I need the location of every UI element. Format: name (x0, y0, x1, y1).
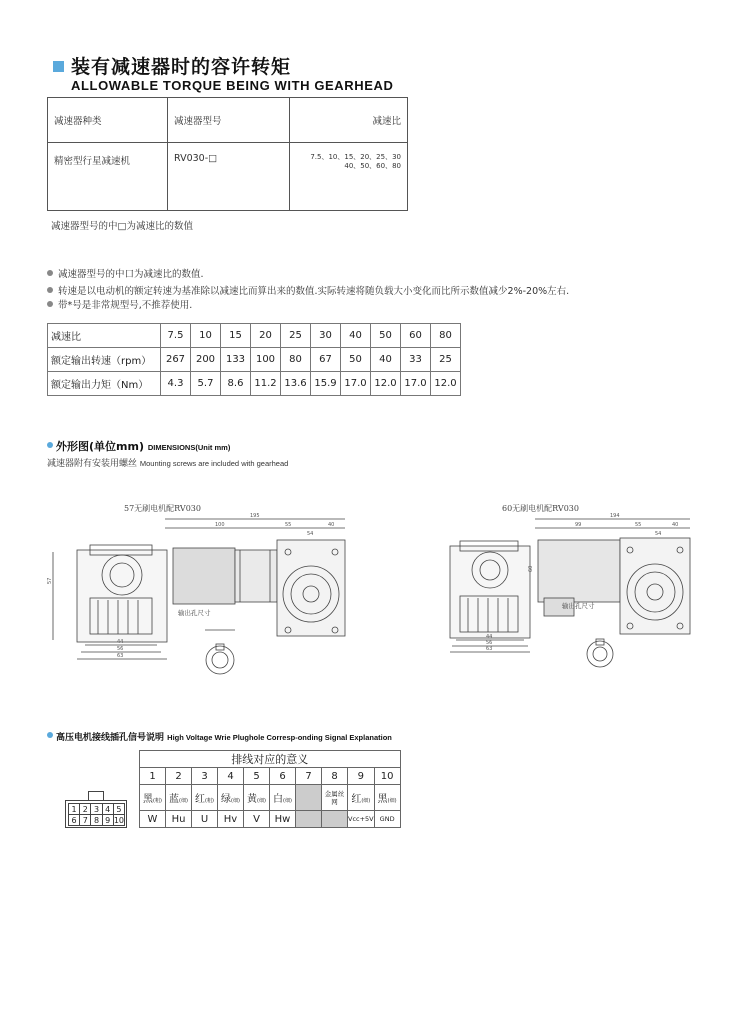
reducer-note: 减速器型号的中□为减速比的数值 (51, 221, 193, 232)
dim-total: 195 (250, 513, 260, 519)
page-title: 装有减速器时的容许转矩 (71, 56, 292, 78)
dim-55: 55 (635, 522, 642, 528)
dim-54: 54 (655, 531, 662, 537)
dimensions-heading: 外形图(单位mm) DIMENSIONS(Unit mm) (47, 438, 230, 454)
table-row: W Hu U Hv V Hw Vcc+5V GND (140, 811, 401, 828)
dim-55: 55 (285, 522, 292, 528)
bullet-item: 带*号是非常规型号,不推荐使用. (47, 297, 192, 311)
connector-row-bottom: 6 7 8 9 10 (68, 814, 124, 825)
section-dot-icon (47, 732, 53, 738)
dim-56: 56 (486, 640, 493, 646)
reducer-type-header: 减速器种类 (48, 98, 168, 143)
drawing1-hole-label: 输出孔尺寸 (178, 609, 211, 617)
torque-table (47, 323, 461, 396)
connector-diagram (65, 800, 127, 828)
table-row: 1 2 3 4 5 6 7 8 9 10 (140, 768, 401, 785)
ratio-line-1: 7.5、10、15、20、25、30 (310, 153, 401, 161)
dim-40: 40 (328, 522, 335, 528)
wiring-heading: 高压电机接线插孔信号说明 High Voltage Wrie Plughole Corresp-onding Signal Explanation (47, 730, 392, 743)
dim-44: 44 (486, 634, 493, 640)
dim-motor: 99 (575, 522, 582, 528)
dim-40: 40 (672, 522, 679, 528)
ratio-cell (290, 143, 408, 211)
dim-motor: 100 (215, 522, 225, 528)
drawing1-svg (45, 510, 365, 690)
bullet-dot-icon (47, 287, 53, 293)
bullet-item: 减速器型号的中口为减速比的数值. (47, 266, 204, 280)
reducer-type-cell: 精密型行星减速机 (48, 143, 168, 211)
title-square-icon (53, 61, 64, 72)
table-row: 黑(粗) 蓝(细) 红(粗) 绿(细) 黄(细) 白(细) 金属丝网 红(细) 黑(细) (140, 785, 401, 811)
dim-60: 60 (528, 565, 534, 572)
drawing2-hole-label: 输出孔尺寸 (562, 602, 595, 610)
dim-63: 63 (117, 653, 124, 659)
table-row: 减速比 7.5 10 15 20 25 30 40 50 60 80 (48, 324, 461, 348)
dimensions-subtitle: 减速器附有安装用螺丝 Mounting screws are included with gearhead (47, 459, 289, 469)
connector-row-top: 1 2 3 4 5 (68, 803, 124, 814)
drawing1-caption: 57无刷电机配RV030 (124, 504, 201, 513)
bullet-dot-icon (47, 301, 53, 307)
bullet-item: 转速是以电动机的额定转速为基准除以减速比而算出来的数值.实际转速将随负载大小变化而比所示数值减少2%-20%左右. (47, 283, 569, 297)
bullet-dot-icon (47, 270, 53, 276)
wiring-table-header: 排线对应的意义 (140, 751, 401, 768)
reducer-model-header: 减速器型号 (168, 98, 290, 143)
dim-63: 63 (486, 646, 493, 652)
table-row: 额定输出转速（rpm） 267 200 133 100 80 67 50 40 33 25 (48, 348, 461, 372)
dim-total: 194 (610, 513, 620, 519)
dim-56: 56 (117, 646, 124, 652)
drawing2-svg (420, 510, 710, 670)
dim-44: 44 (117, 639, 124, 645)
ratio-header: 减速比 (290, 98, 408, 143)
section-dot-icon (47, 442, 53, 448)
reducer-model-cell: RV030-□ (168, 143, 290, 211)
dim-54: 54 (307, 531, 314, 537)
page-subtitle: ALLOWABLE TORQUE BEING WITH GEARHEAD (71, 78, 394, 93)
drawing2-caption: 60无刷电机配RV030 (502, 504, 579, 513)
table-row (140, 751, 401, 768)
table-row: 额定输出力矩（Nm） 4.3 5.7 8.6 11.2 13.6 15.9 17.0 12.0 17.0 12.0 (48, 372, 461, 396)
wiring-table (139, 750, 401, 828)
ratio-line-2: 40、50、60、80 (344, 162, 401, 170)
dim-57: 57 (47, 577, 53, 584)
reducer-table (47, 97, 408, 211)
